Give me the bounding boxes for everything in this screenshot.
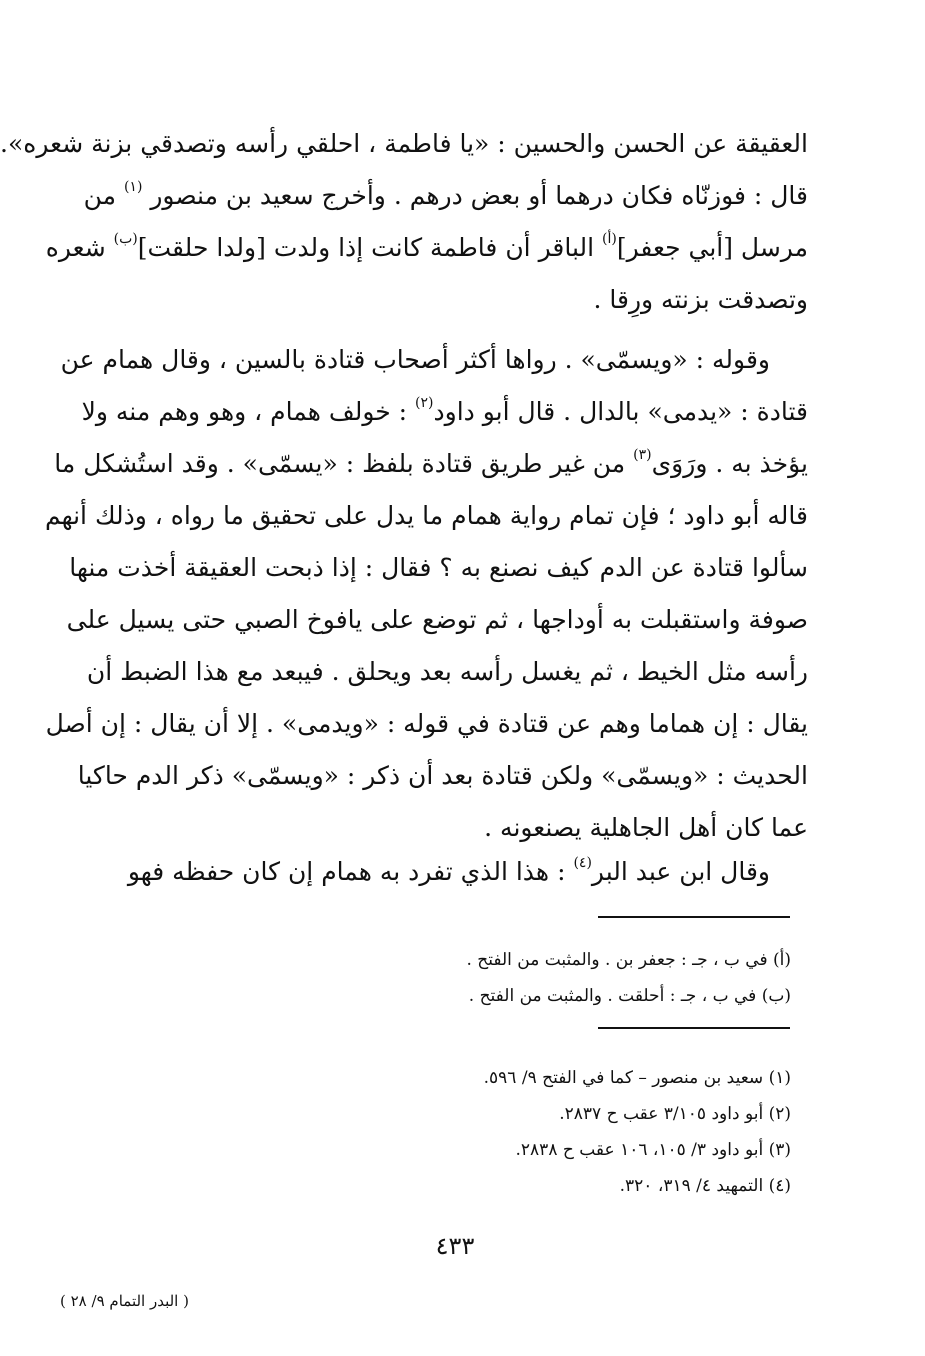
text-line-tail: : خولف همام ، وهو وهم منه ولا	[81, 397, 408, 426]
source-note: (٣) أبو داود ٣/ ١٠٥، ١٠٦ عقب ح ٢٨٣٨.	[515, 1140, 791, 1160]
text-line	[133, 274, 808, 326]
text-line-content: سألوا قتادة عن الدم كيف نصنع به ؟ فقال : إذا ذبحت العقيقة أخذت منها	[69, 553, 808, 582]
text-line-tail: : هذا الذي تفرد به همام إن كان حفظه فهو	[127, 857, 566, 886]
source-notes	[300, 1060, 791, 1204]
text-line-content: قاله أبو داود ؛ فإن تمام رواية همام ما يدل على تحقيق ما رواه ، وذلك أنهم	[44, 501, 808, 530]
text-line	[83, 170, 808, 222]
text-line-tail: من	[83, 181, 116, 210]
variant-note: (أ) في ب ، جـ : جعفر بن . والمثبت من الفتح .	[466, 950, 791, 970]
text-line-content: صوفة واستقبلت به أوداجها ، ثم توضع على يافوخ الصبي حتى يسيل على	[66, 605, 808, 634]
text-line-content: وتصدقت بزنته ورِقا .	[593, 285, 808, 314]
text-line	[69, 542, 808, 594]
text-line-content: مرسل [أبي جعفر]	[616, 233, 808, 262]
paragraph-yusamma-discussion	[44, 334, 808, 854]
text-line	[81, 386, 808, 438]
text-line	[77, 750, 808, 802]
text-line-content: الحديث : «ويسمّى» ولكن قتادة بعد أن ذكر : «ويسمّى» ذكر الدم حاكيا	[77, 761, 808, 790]
footnote-divider-sources	[598, 1027, 790, 1029]
footnote-ref-1[interactable]: (١)	[123, 178, 143, 195]
text-line	[45, 222, 808, 274]
text-line-content: قال : فوزنّاه فكان درهما أو بعض درهم . وأخرج سعيد بن منصور	[150, 181, 808, 210]
text-line-content: رأسه مثل الخيط ، ثم يغسل رأسه بعد ويحلق . فيبعد مع هذا الضبط أن	[86, 657, 808, 686]
source-note: (١) سعيد بن منصور – كما في الفتح ٩/ ٥٩٦.	[483, 1068, 791, 1088]
text-line	[127, 846, 808, 898]
paragraph-aqiqah-shaving	[0, 118, 808, 326]
text-line-middle: الباقر أن فاطمة كانت إذا ولدت [ولدا حلقت]	[137, 233, 595, 262]
text-line-content: عما كان أهل الجاهلية يصنعونه .	[484, 813, 808, 842]
text-line-tail: من غير طريق قتادة بلفظ : «يسمّى» . وقد استُشكل ما	[54, 449, 626, 478]
paragraph-ibn-abd-al-barr	[127, 846, 808, 898]
page-number: ٤٣٣	[435, 1232, 475, 1260]
footnote-ref-2[interactable]: (٢)	[415, 394, 434, 411]
text-line-tail: شعره	[45, 233, 106, 262]
text-line-content: وقال ابن عبد البر	[591, 857, 770, 886]
text-line-content: يؤخذ به . ورَوَى	[651, 449, 808, 478]
variant-ref-b[interactable]: (ب)	[113, 230, 138, 247]
variant-note: (ب) في ب ، جـ : أحلقت . والمثبت من الفتح .	[468, 986, 791, 1006]
text-line-content: وقوله : «ويسمّى» . رواها أكثر أصحاب قتادة بالسين ، وقال همام عن	[60, 345, 770, 374]
variant-notes	[300, 942, 791, 1014]
source-note: (٢) أبو داود ٣/١٠٥ عقب ح ٢٨٣٧.	[559, 1104, 791, 1124]
text-line	[45, 698, 808, 750]
text-line	[60, 334, 808, 386]
print-signature-mark: ( البدر التمام ٩/ ٢٨ )	[60, 1292, 189, 1310]
text-line	[0, 118, 808, 170]
footnote-ref-3[interactable]: (٣)	[633, 446, 652, 463]
text-line-content: يقال : إن هماما وهم عن قتادة في قوله : «ويدمى» . إلا أن يقال : إن أصل	[45, 709, 808, 738]
text-line	[54, 438, 808, 490]
footnote-ref-4[interactable]: (٤)	[573, 854, 592, 871]
text-line-content: العقيقة عن الحسن والحسين : «يا فاطمة ، احلقي رأسه وتصدقي بزنة شعره».	[0, 129, 808, 158]
text-line-content: قتادة : «يدمى» بالدال . قال أبو داود	[433, 397, 808, 426]
source-note: (٤) التمهيد ٤/ ٣١٩، ٣٢٠.	[619, 1176, 791, 1196]
text-line	[86, 646, 808, 698]
text-line	[66, 594, 808, 646]
variant-ref-a[interactable]: (أ)	[602, 230, 617, 247]
footnote-divider-variants	[598, 916, 790, 918]
text-line	[44, 490, 808, 542]
